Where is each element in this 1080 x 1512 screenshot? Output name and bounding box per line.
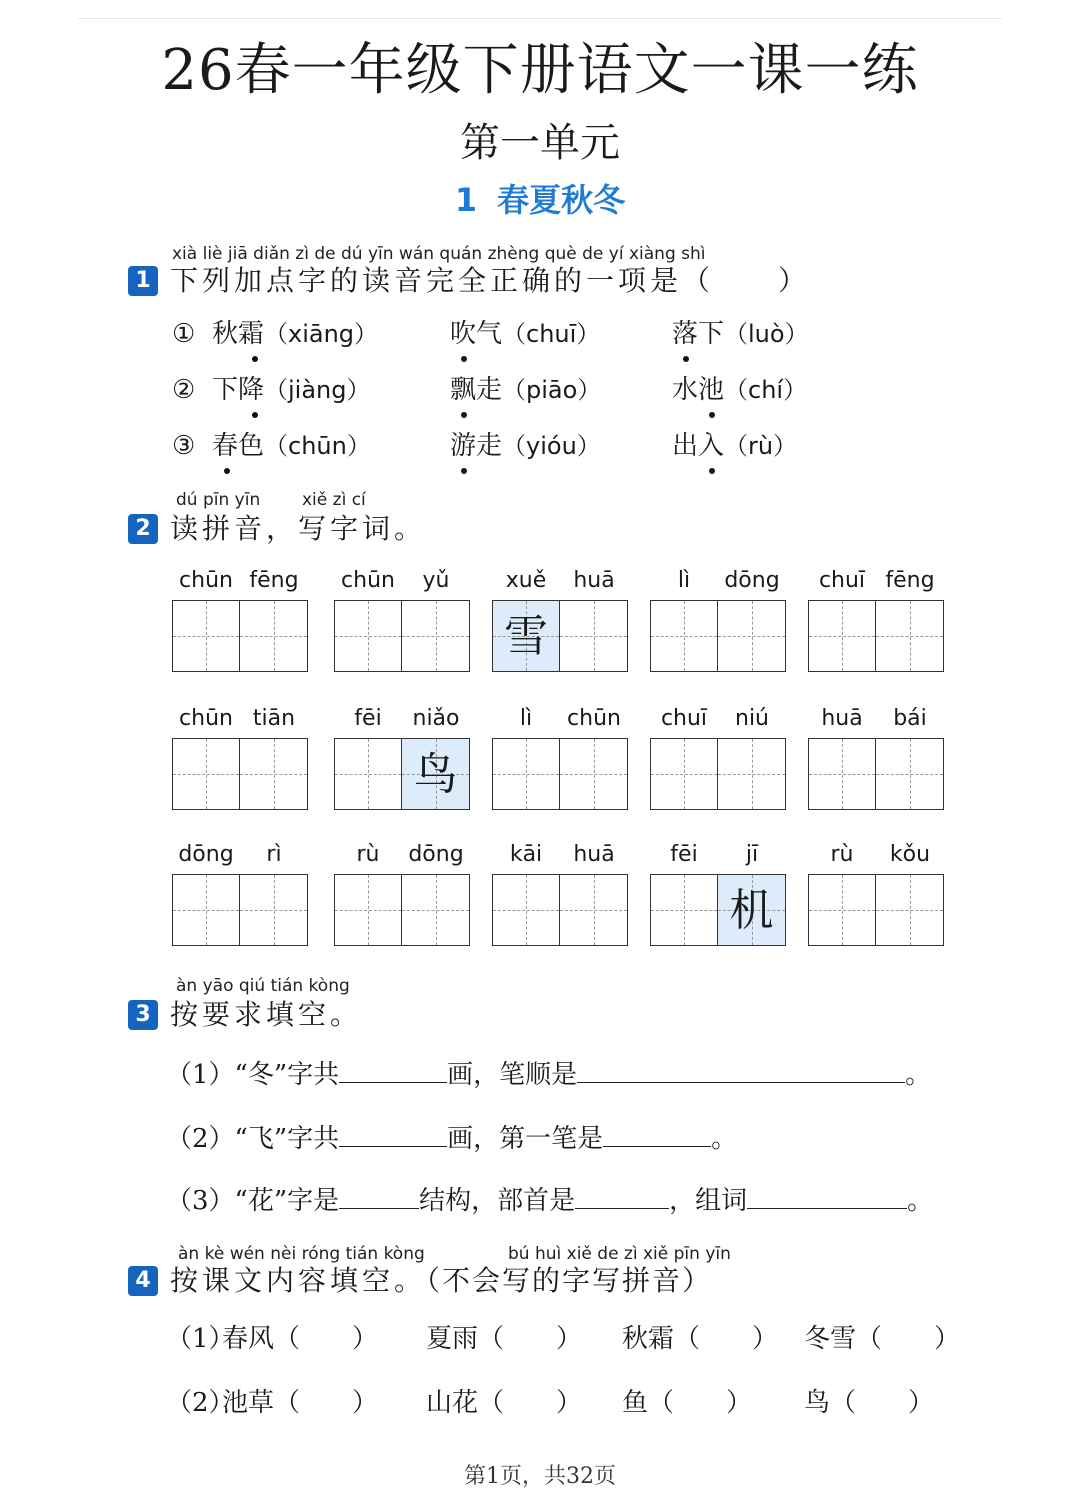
emphasis-dot bbox=[461, 356, 467, 362]
guide-line bbox=[436, 601, 437, 671]
grid-pinyin: huā bbox=[821, 706, 863, 731]
writing-cell[interactable] bbox=[335, 601, 402, 671]
guide-line bbox=[809, 910, 875, 911]
guide-line bbox=[206, 601, 207, 671]
option-word: 水池 bbox=[672, 375, 725, 405]
q3-line-1-a: （1）“冬”字共 bbox=[166, 1060, 340, 1090]
guide-line bbox=[335, 910, 401, 911]
blank-field[interactable] bbox=[603, 1120, 711, 1147]
q1-option-2-2[interactable] bbox=[450, 374, 601, 406]
grid-pinyin: dōng bbox=[178, 842, 234, 867]
sample-character bbox=[173, 739, 239, 809]
option-pinyin: （chí） bbox=[724, 376, 808, 404]
q1-option-1-2[interactable] bbox=[450, 318, 600, 350]
grid-pinyin: rù bbox=[356, 842, 380, 867]
grid-pinyin: kǒu bbox=[889, 842, 931, 867]
guide-line bbox=[718, 636, 785, 637]
grid-pinyin: chūn bbox=[341, 568, 395, 593]
sample-character bbox=[560, 601, 627, 671]
writing-cell[interactable] bbox=[402, 875, 469, 945]
emphasis-dot bbox=[709, 412, 715, 418]
guide-line bbox=[594, 739, 595, 809]
page-title: 26春一年级下册语文一课一练 bbox=[161, 38, 919, 103]
unit-title: 第一单元 bbox=[460, 120, 620, 166]
emphasis-dot bbox=[461, 468, 467, 474]
q1-question-text: 下列加点字的读音完全正确的一项是（ ） bbox=[170, 264, 811, 297]
writing-box[interactable] bbox=[492, 600, 628, 672]
grid-pinyin: lì bbox=[519, 706, 533, 731]
q4-row-1-item-1[interactable]: 春风（ ） bbox=[222, 1324, 379, 1354]
guide-line bbox=[206, 739, 207, 809]
guide-line bbox=[274, 601, 275, 671]
guide-line bbox=[173, 774, 239, 775]
emphasis-dot bbox=[709, 468, 715, 474]
emphasis-dot bbox=[683, 356, 689, 362]
writing-box[interactable] bbox=[172, 738, 308, 810]
writing-cell[interactable] bbox=[560, 601, 627, 671]
emphasis-dot bbox=[224, 468, 230, 474]
sample-character bbox=[809, 601, 875, 671]
option-pinyin: （chūn） bbox=[264, 432, 371, 460]
q4-row-2-label: （2） bbox=[166, 1388, 235, 1418]
writing-box[interactable] bbox=[492, 738, 628, 810]
q3-number-badge: 3 bbox=[128, 1000, 158, 1030]
writing-cell[interactable] bbox=[876, 601, 943, 671]
blank-field[interactable] bbox=[577, 1056, 905, 1083]
q3-line-1-b: 画，笔顺是 bbox=[447, 1060, 578, 1090]
grid-pinyin: rù bbox=[830, 842, 854, 867]
q4-row-2-item-4[interactable]: 鸟（ ） bbox=[804, 1388, 935, 1418]
q4-row-2-item-3[interactable]: 鱼（ ） bbox=[622, 1388, 753, 1418]
option-pinyin: （jiàng） bbox=[264, 376, 371, 404]
emphasis-dot bbox=[461, 412, 467, 418]
q1-pinyin: xià liè jiā diǎn zì de dú yīn wán quán zhèng què de yí xiàng shì bbox=[172, 244, 706, 264]
emphasis-dot bbox=[252, 412, 258, 418]
grid-pinyin: bái bbox=[893, 706, 927, 731]
guide-line bbox=[752, 601, 753, 671]
guide-line bbox=[809, 774, 875, 775]
guide-line bbox=[718, 910, 785, 911]
guide-line bbox=[651, 636, 717, 637]
guide-line bbox=[651, 910, 717, 911]
writing-cell[interactable] bbox=[718, 601, 785, 671]
guide-line bbox=[560, 910, 627, 911]
sample-character bbox=[651, 875, 717, 945]
writing-cell[interactable] bbox=[493, 739, 560, 809]
guide-line bbox=[560, 774, 627, 775]
guide-line bbox=[402, 636, 469, 637]
writing-cell[interactable] bbox=[173, 601, 240, 671]
writing-cell[interactable] bbox=[402, 601, 469, 671]
blank-field[interactable] bbox=[575, 1182, 669, 1209]
sample-character: 雪 bbox=[504, 611, 548, 662]
writing-cell[interactable] bbox=[560, 875, 627, 945]
writing-cell[interactable] bbox=[335, 739, 402, 809]
lesson-heading bbox=[0, 178, 1080, 222]
q1-options bbox=[172, 318, 872, 488]
option-word: 春色 bbox=[212, 431, 265, 461]
sample-character bbox=[560, 875, 627, 945]
guide-line bbox=[368, 601, 369, 671]
writing-box[interactable] bbox=[492, 874, 628, 946]
writing-box[interactable] bbox=[172, 600, 308, 672]
grid-pinyin: huā bbox=[573, 568, 615, 593]
grid-pinyin: rì bbox=[266, 842, 282, 867]
grid-pinyin: chūn bbox=[179, 568, 233, 593]
guide-line bbox=[651, 774, 717, 775]
grid-pinyin: chuī bbox=[660, 706, 708, 731]
option-pinyin: （rù） bbox=[724, 432, 798, 460]
writing-cell[interactable] bbox=[651, 601, 718, 671]
writing-cell[interactable] bbox=[809, 739, 876, 809]
writing-box[interactable] bbox=[650, 738, 786, 810]
grid-pinyin: chūn bbox=[567, 706, 621, 731]
q1-option-2-3[interactable] bbox=[672, 374, 807, 406]
q4-row-2-item-1[interactable]: 池草（ ） bbox=[222, 1388, 379, 1418]
guide-line bbox=[206, 875, 207, 945]
writing-cell[interactable] bbox=[240, 875, 307, 945]
sample-character bbox=[718, 601, 785, 671]
guide-line bbox=[368, 875, 369, 945]
guide-line bbox=[752, 739, 753, 809]
guide-line bbox=[526, 739, 527, 809]
blank-field[interactable] bbox=[339, 1182, 419, 1209]
option-pinyin: （chuī） bbox=[502, 320, 601, 348]
option-pinyin: （xiāng） bbox=[264, 320, 379, 348]
guide-line bbox=[274, 739, 275, 809]
sample-character bbox=[240, 875, 307, 945]
q3-line-3-d: 。 bbox=[907, 1186, 934, 1216]
guide-line bbox=[402, 910, 469, 911]
q4-text-a: 按课文内容填空。 bbox=[170, 1264, 427, 1297]
q4-text-b: （不会写的字写拼音） bbox=[426, 1264, 713, 1297]
writing-box[interactable] bbox=[650, 874, 786, 946]
guide-line bbox=[910, 739, 911, 809]
q2-pinyin-b: xiě zì cí bbox=[302, 490, 366, 510]
guide-line bbox=[684, 739, 685, 809]
writing-box[interactable] bbox=[808, 874, 944, 946]
q2-number-badge: 2 bbox=[128, 514, 158, 544]
writing-box[interactable] bbox=[172, 874, 308, 946]
guide-line bbox=[436, 739, 437, 809]
guide-line bbox=[526, 875, 527, 945]
sample-character bbox=[402, 875, 469, 945]
blank-field[interactable] bbox=[339, 1120, 447, 1147]
guide-line bbox=[493, 636, 559, 637]
grid-pinyin: tiān bbox=[252, 706, 296, 731]
grid-pinyin: niǎo bbox=[412, 706, 460, 731]
writing-cell[interactable] bbox=[809, 875, 876, 945]
grid-pinyin: dōng bbox=[408, 842, 464, 867]
grid-pinyin: niú bbox=[735, 706, 769, 731]
q1-row-2-label: ② bbox=[172, 375, 196, 405]
option-word: 出入 bbox=[672, 431, 725, 461]
writing-cell[interactable] bbox=[173, 875, 240, 945]
q3-line-3-c: ，组词 bbox=[669, 1186, 748, 1216]
q4-row-1-item-3[interactable]: 秋霜（ ） bbox=[622, 1324, 779, 1354]
grid-pinyin: dōng bbox=[724, 568, 780, 593]
blank-field[interactable] bbox=[339, 1056, 447, 1083]
grid-pinyin: xuě bbox=[505, 568, 547, 593]
guide-line bbox=[335, 636, 401, 637]
guide-line bbox=[910, 875, 911, 945]
guide-line bbox=[594, 601, 595, 671]
grid-pinyin: huā bbox=[573, 842, 615, 867]
q4-row-1-label: （1） bbox=[166, 1324, 235, 1354]
guide-line bbox=[876, 910, 943, 911]
q1-option-2-1[interactable] bbox=[212, 374, 371, 406]
option-word: 游走 bbox=[450, 431, 503, 461]
q3-line-1 bbox=[166, 1056, 931, 1092]
writing-cell[interactable] bbox=[718, 739, 785, 809]
q4-row-1-item-2[interactable]: 夏雨（ ） bbox=[426, 1324, 583, 1354]
writing-box[interactable] bbox=[650, 600, 786, 672]
q3-line-2-a: （2）“飞”字共 bbox=[166, 1124, 340, 1154]
q1-option-3-1[interactable] bbox=[212, 430, 371, 462]
sample-character bbox=[493, 739, 559, 809]
guide-line bbox=[594, 875, 595, 945]
sample-character bbox=[402, 601, 469, 671]
grid-pinyin: fēi bbox=[670, 842, 698, 867]
sample-character bbox=[335, 601, 401, 671]
guide-line bbox=[173, 636, 239, 637]
sample-character bbox=[876, 875, 943, 945]
q3-line-1-c: 。 bbox=[905, 1060, 932, 1090]
writing-cell[interactable] bbox=[560, 739, 627, 809]
grid-pinyin: chūn bbox=[179, 706, 233, 731]
lesson-number: 1 bbox=[454, 181, 478, 219]
writing-cell[interactable] bbox=[173, 739, 240, 809]
sample-character: 鸟 bbox=[413, 749, 458, 800]
writing-cell[interactable] bbox=[335, 875, 402, 945]
guide-line bbox=[240, 774, 307, 775]
q4-number-badge: 4 bbox=[128, 1266, 158, 1296]
q4-pinyin-b: bú huì xiě de zì xiě pīn yīn bbox=[508, 1244, 731, 1264]
q1-option-3-2[interactable] bbox=[450, 430, 601, 462]
writing-box[interactable] bbox=[334, 600, 470, 672]
option-pinyin: （piāo） bbox=[502, 376, 602, 404]
grid-pinyin: kāi bbox=[509, 842, 543, 867]
guide-line bbox=[240, 910, 307, 911]
guide-line bbox=[436, 875, 437, 945]
sample-character bbox=[876, 739, 943, 809]
q3-line-2-b: 画，第一笔是 bbox=[447, 1124, 604, 1154]
option-word: 秋霜 bbox=[212, 319, 265, 349]
guide-line bbox=[842, 601, 843, 671]
q2-question-text: 读拼音，写字词。 bbox=[170, 512, 427, 545]
guide-line bbox=[876, 774, 943, 775]
writing-cell[interactable] bbox=[651, 875, 718, 945]
grid-pinyin: fēng bbox=[249, 568, 299, 593]
guide-line bbox=[173, 910, 239, 911]
sample-character bbox=[335, 875, 401, 945]
grid-pinyin: chuī bbox=[818, 568, 866, 593]
guide-line bbox=[684, 601, 685, 671]
q3-line-3 bbox=[166, 1182, 933, 1218]
guide-line bbox=[274, 875, 275, 945]
sample-character bbox=[876, 601, 943, 671]
writing-box[interactable] bbox=[334, 738, 470, 810]
writing-cell[interactable] bbox=[809, 601, 876, 671]
sample-character bbox=[240, 601, 307, 671]
page-footer: 第1页，共32页 bbox=[464, 1464, 616, 1489]
writing-cell[interactable] bbox=[402, 739, 469, 809]
q4-row-1-item-4[interactable]: 冬雪（ ） bbox=[804, 1324, 961, 1354]
grid-pinyin: lì bbox=[677, 568, 691, 593]
q3-line-2 bbox=[166, 1120, 737, 1156]
q3-pinyin: àn yāo qiú tián kòng bbox=[176, 976, 350, 996]
sample-character bbox=[173, 601, 239, 671]
grid-pinyin: yǔ bbox=[422, 568, 450, 593]
q1-row-1-label: ① bbox=[172, 319, 196, 349]
guide-line bbox=[684, 875, 685, 945]
sample-character bbox=[560, 739, 627, 809]
q3-line-3-b: 结构，部首是 bbox=[419, 1186, 576, 1216]
top-divider bbox=[78, 18, 1002, 19]
guide-line bbox=[910, 601, 911, 671]
writing-cell[interactable] bbox=[876, 875, 943, 945]
guide-line bbox=[368, 739, 369, 809]
q3-question-text: 按要求填空。 bbox=[170, 998, 363, 1031]
sample-character bbox=[718, 739, 785, 809]
guide-line bbox=[240, 636, 307, 637]
writing-cell[interactable] bbox=[651, 739, 718, 809]
writing-box[interactable] bbox=[808, 738, 944, 810]
q3-line-2-c: 。 bbox=[711, 1124, 738, 1154]
lesson-name: 春夏秋冬 bbox=[497, 181, 626, 219]
sample-character bbox=[809, 739, 875, 809]
sample-character: 机 bbox=[729, 885, 774, 936]
writing-box[interactable] bbox=[808, 600, 944, 672]
guide-line bbox=[402, 774, 469, 775]
option-word: 下降 bbox=[212, 375, 265, 405]
guide-line bbox=[526, 601, 527, 671]
guide-line bbox=[335, 774, 401, 775]
q1-option-1-1[interactable] bbox=[212, 318, 378, 350]
writing-cell[interactable] bbox=[876, 739, 943, 809]
guide-line bbox=[876, 636, 943, 637]
writing-cell[interactable] bbox=[240, 739, 307, 809]
writing-box[interactable] bbox=[334, 874, 470, 946]
sample-character bbox=[493, 875, 559, 945]
writing-cell[interactable] bbox=[493, 601, 560, 671]
guide-line bbox=[493, 910, 559, 911]
guide-line bbox=[493, 774, 559, 775]
sample-character bbox=[651, 739, 717, 809]
guide-line bbox=[560, 636, 627, 637]
option-word: 飘走 bbox=[450, 375, 503, 405]
sample-character bbox=[809, 875, 875, 945]
blank-field[interactable] bbox=[747, 1182, 907, 1209]
option-word: 吹气 bbox=[450, 319, 503, 349]
q3-line-3-a: （3）“花”字是 bbox=[166, 1186, 340, 1216]
q4-question-text bbox=[170, 1264, 712, 1298]
sample-character bbox=[335, 739, 401, 809]
q2-pinyin-a: dú pīn yīn bbox=[176, 490, 261, 510]
guide-line bbox=[752, 875, 753, 945]
grid-pinyin: fēi bbox=[354, 706, 382, 731]
q1-number-badge: 1 bbox=[128, 266, 158, 296]
guide-line bbox=[809, 636, 875, 637]
writing-cell[interactable] bbox=[493, 875, 560, 945]
q4-pinyin-a: àn kè wén nèi róng tián kòng bbox=[178, 1244, 425, 1264]
guide-line bbox=[718, 774, 785, 775]
sample-character bbox=[651, 601, 717, 671]
q1-row-3-label: ③ bbox=[172, 431, 196, 461]
option-pinyin: （luò） bbox=[724, 320, 809, 348]
q1-option-3-3[interactable] bbox=[672, 430, 797, 462]
writing-cell[interactable] bbox=[240, 601, 307, 671]
sample-character bbox=[240, 739, 307, 809]
guide-line bbox=[842, 875, 843, 945]
emphasis-dot bbox=[252, 356, 258, 362]
grid-pinyin: fēng bbox=[885, 568, 935, 593]
grid-pinyin: jī bbox=[745, 842, 759, 867]
q1-option-1-3[interactable] bbox=[672, 318, 809, 350]
sample-character bbox=[173, 875, 239, 945]
guide-line bbox=[842, 739, 843, 809]
option-pinyin: （yióu） bbox=[502, 432, 601, 460]
writing-cell[interactable] bbox=[718, 875, 785, 945]
option-word: 落下 bbox=[672, 319, 725, 349]
q4-row-2-item-2[interactable]: 山花（ ） bbox=[426, 1388, 583, 1418]
